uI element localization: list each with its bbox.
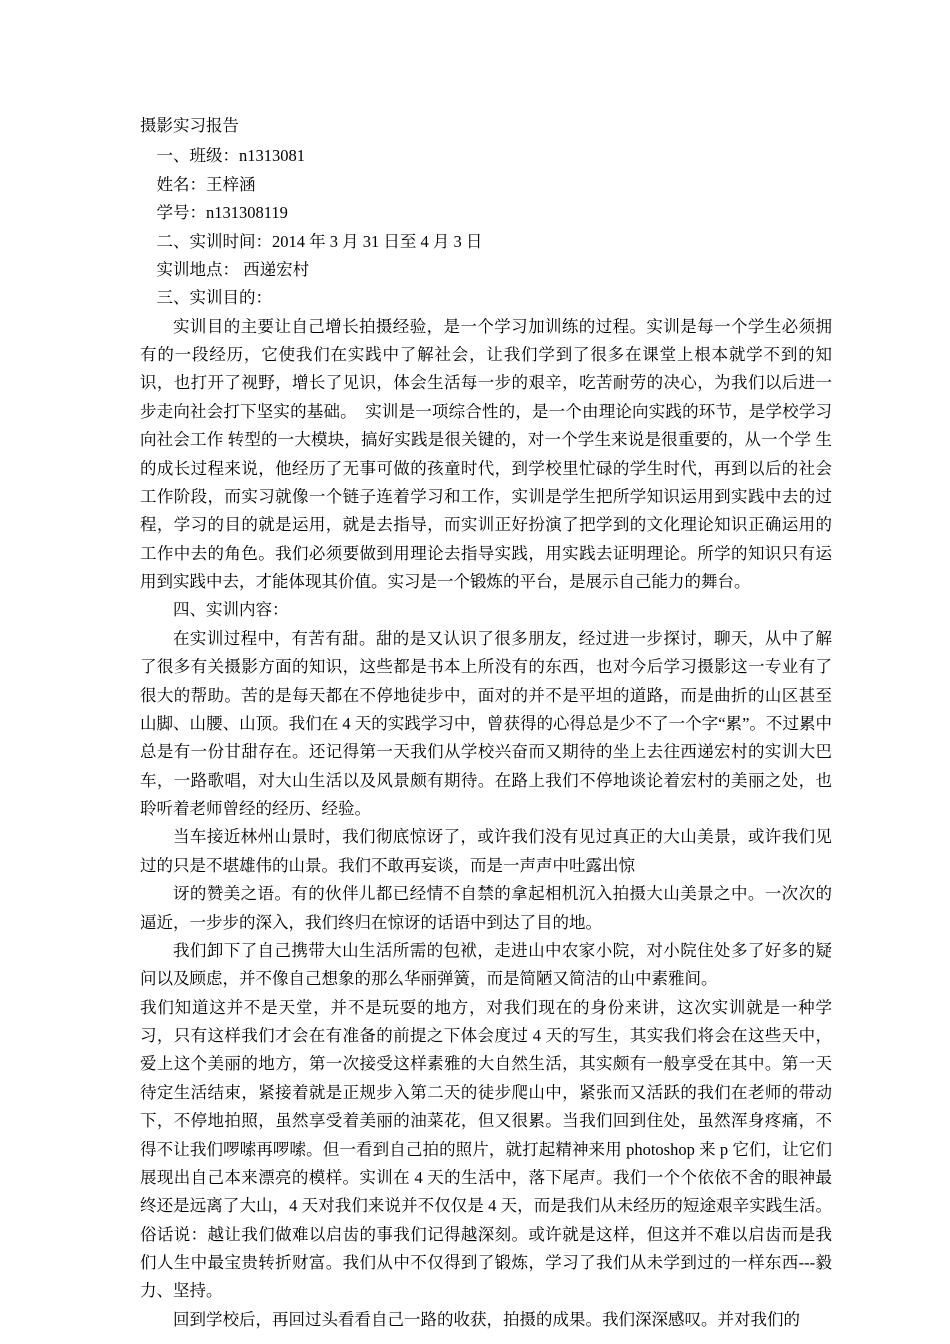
info-line-training-place: 实训地点： 西递宏村: [156, 259, 310, 279]
section-heading-purpose: 三、实训目的：: [156, 288, 272, 308]
paragraph-content-1: 在实训过程中，有苦有甜。甜的是又认识了很多朋友，经过进一步探讨，聊天，从中了解了很多有关摄影方面的知识，这些都是书本上所没有的东西，也对今后学习摄影这一专业有了很大的帮助。苦的是每天都在不停地徒步中，面对的并不是平坦的道路，而是曲折的山区甚至山脚、山腰、山顶。我们在 4 天的实践学习中，曾获得的心得总是少不了一个字“累”。不过累中总是有一份甘甜存在。还记得第一天我们从学校兴奋而又期待的坐上去往西递宏村的实训大巴车，一路歌唱，对大山生活以及风景颇有期待。在路上我们不停地谈论着宏村的美丽之处，也聆听着老师曾经的经历、经验。: [140, 628, 832, 818]
paragraph-content-6: 回到学校后，再回过头看看自己一路的收获，拍摄的成果。我们深深感叹。并对我们的: [173, 1309, 800, 1329]
paragraph-content-5: 我们知道这并不是天堂，并不是玩耍的地方，对我们现在的身份来讲，这次实训就是一种学习，只有这样我们才会在有准备的前提之下体会度过 4 天的写生，其实我们将会在这些天中，爱上这个美丽的地方，第一次接受这样素雅的大自然生活，其实颇有一般享受在其中。第一天待定生活结束，紧接着就是正规步入第二天的徒步爬山中，紧张而又活跃的我们在老师的带动下，不停地拍照，虽然享受着美丽的油菜花，但又很累。当我们回到住处，虽然浑身疼痛，不得不让我们啰嗦再啰嗦。但一看到自己拍的照片，就打起精神来用 photoshop 来 p 它们，让它们展现出自己本来漂亮的模样。实训在 4 天的生活中，落下尾声。我们一个个依依不舍的眼神最终还是远离了大山，4 天对我们来说并不仅仅是 4 天，而是我们从未经历的短途艰辛实践生活。俗话说：越让我们做难以启齿的事我们记得越深刻。或许就是这样，但这并不难以启齿而是我们人生中最宝贵转折财富。我们从中不仅得到了锻炼，学习了我们从未学到过的一样东西---毅力、坚持。: [140, 997, 832, 1301]
info-line-name: 姓名：王梓涵: [156, 174, 256, 194]
info-line-training-time: 二、实训时间：2014 年 3 月 31 日至 4 月 3 日: [156, 231, 483, 251]
paragraph-content-2: 当车接近林州山景时，我们彻底惊讶了，或许我们没有见过真正的大山美景，或许我们见过的只是不堪雄伟的山景。我们不敢再妄谈，而是一声声中吐露出惊: [140, 827, 832, 875]
paragraph-purpose-body: 实训目的主要让自己增长拍摄经验，是一个学习加训练的过程。实训是每一个学生必须拥有的一段经历，它使我们在实践中了解社会，让我们学到了很多在课堂上根本就学不到的知识，也打开了视野，增长了见识，体会生活每一步的艰辛，吃苦耐劳的决心，为我们以后进一步走向社会打下坚实的基础。 实训是一项综合性的，是一个由理论向实践的环节，是学校学习向社会工作 转型的一大模块，搞好实践是很关键的，对一个学生来说是很重要的，从一个学 生的成长过程来说，他经历了无事可做的孩童时代，到学校里忙碌的学生时代，再到以后的社会工作阶段，而实习就像一个链子连着学习和工作，实训是学生把所学知识运用到实践中去的过程，学习的目的就是运用，就是去指导，而实训正好扮演了把学到的文化理论知识正确运用的工作中去的角色。我们必须要做到用理论去指导实践，用实践去证明理论。所学的知识只有运用到实践中去，才能体现其价值。实习是一个锻炼的平台，是展示自己能力的舞台。: [140, 316, 832, 591]
info-line-class: 一、班级：n1313081: [156, 146, 305, 166]
paragraph-content-3: 讶的赞美之语。有的伙伴儿都已经情不自禁的拿起相机沉入拍摄大山美景之中。一次次的逼近，一步步的深入，我们终归在惊讶的话语中到达了目的地。: [140, 884, 832, 932]
info-line-student-id: 学号：n131308119: [156, 203, 288, 223]
document-body: [140, 112, 832, 1334]
section-heading-content: 四、实训内容：: [173, 600, 289, 620]
document-title: 摄影实习报告: [140, 116, 239, 135]
paragraph-content-4: 我们卸下了自己携带大山生活所需的包袱，走进山中农家小院，对小院住处多了好多的疑问以及顾虑，并不像自己想象的那么华丽弹簧，而是简陋又简洁的山中素雅间。: [140, 940, 832, 989]
